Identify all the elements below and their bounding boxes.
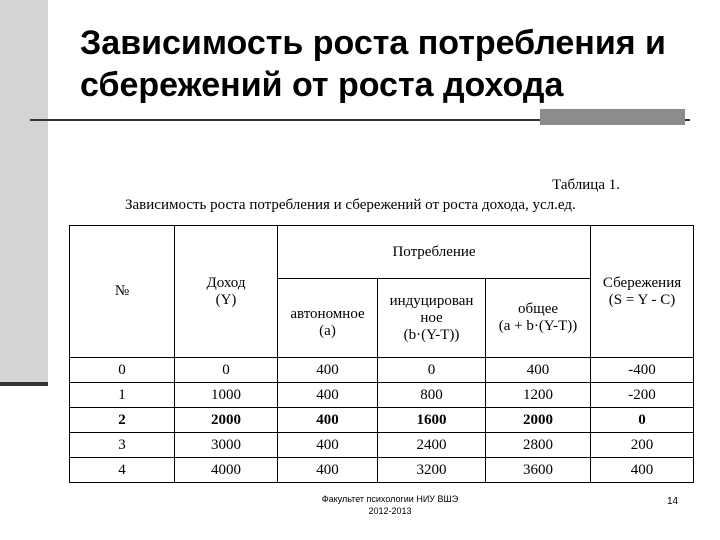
cell-total: 3600 xyxy=(486,458,591,483)
table-caption: Зависимость роста потребления и сбережений от роста дохода, усл.ед. xyxy=(125,197,576,213)
cell-income: 1000 xyxy=(175,383,278,408)
cell-autonomous: 400 xyxy=(278,458,378,483)
slide-side-bar xyxy=(0,0,48,382)
cell-income: 0 xyxy=(175,358,278,383)
table-row xyxy=(70,383,694,408)
header-induced: индуцирован ное (b·(Y-T)) xyxy=(378,279,486,358)
cell-induced: 800 xyxy=(378,383,486,408)
cell-savings: 0 xyxy=(591,408,694,433)
cell-autonomous: 400 xyxy=(278,383,378,408)
table-row xyxy=(70,458,694,483)
cell-income: 4000 xyxy=(175,458,278,483)
cell-induced: 0 xyxy=(378,358,486,383)
title-accent-block xyxy=(540,109,685,125)
cell-induced: 2400 xyxy=(378,433,486,458)
cell-income: 3000 xyxy=(175,433,278,458)
header-autonomous: автономное (a) xyxy=(278,279,378,358)
cell-autonomous: 400 xyxy=(278,433,378,458)
cell-induced: 3200 xyxy=(378,458,486,483)
page-number: 14 xyxy=(667,496,679,507)
table-row xyxy=(70,358,694,383)
cell-income: 2000 xyxy=(175,408,278,433)
footer-faculty: Факультет психологии НИУ ВШЭ 2012-2013 xyxy=(321,494,459,516)
header-consumption: Потребление xyxy=(278,226,591,279)
cell-number: 4 xyxy=(70,458,175,483)
header-number: № xyxy=(70,226,175,358)
header-income: Доход (Y) xyxy=(175,226,278,358)
cell-savings: 200 xyxy=(591,433,694,458)
cell-total: 400 xyxy=(486,358,591,383)
table-number: Таблица 1. xyxy=(552,177,620,193)
cell-total: 2800 xyxy=(486,433,591,458)
table-row xyxy=(70,408,694,433)
cell-number: 1 xyxy=(70,383,175,408)
cell-savings: 400 xyxy=(591,458,694,483)
cell-total: 1200 xyxy=(486,383,591,408)
cell-autonomous: 400 xyxy=(278,408,378,433)
header-total: общее (a + b·(Y-T)) xyxy=(486,279,591,358)
cell-number: 2 xyxy=(70,408,175,433)
cell-autonomous: 400 xyxy=(278,358,378,383)
income-consumption-table xyxy=(69,225,694,483)
table-row xyxy=(70,433,694,458)
slide-side-bar-accent xyxy=(0,382,48,386)
cell-number: 3 xyxy=(70,433,175,458)
cell-savings: -400 xyxy=(591,358,694,383)
cell-savings: -200 xyxy=(591,383,694,408)
cell-number: 0 xyxy=(70,358,175,383)
cell-total: 2000 xyxy=(486,408,591,433)
header-savings: Сбережения (S = Y - C) xyxy=(591,226,694,358)
slide-title: Зависимость роста потребления и сбережений от роста дохода xyxy=(80,24,666,104)
cell-induced: 1600 xyxy=(378,408,486,433)
